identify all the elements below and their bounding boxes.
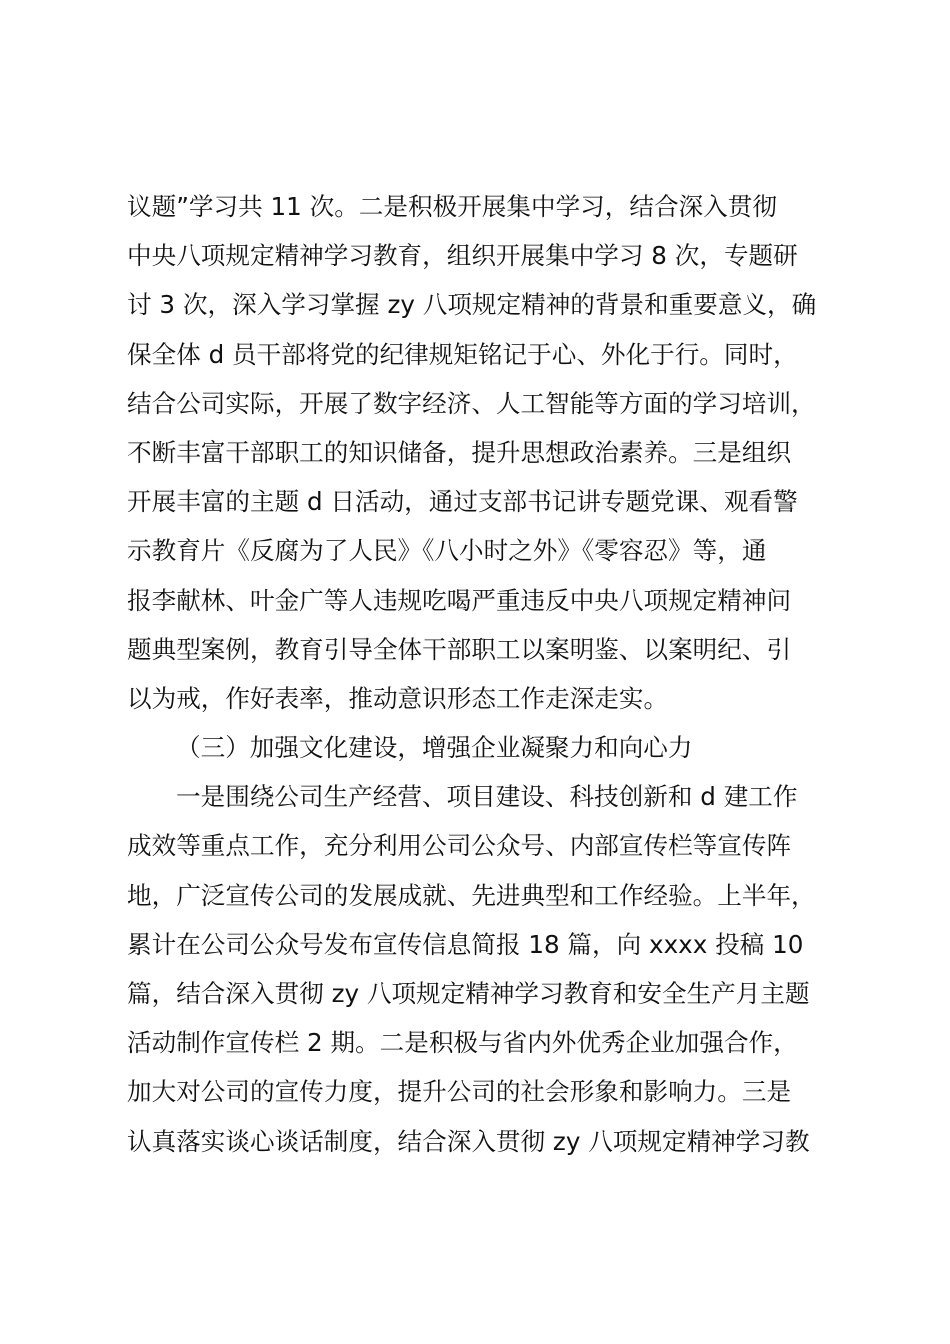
text-line: 结合公司实际，开展了数字经济、人工智能等方面的学习培训， bbox=[127, 388, 816, 418]
paragraph-first-line: 一是围绕公司生产经营、项目建设、科技创新和 d 建工作 bbox=[176, 782, 798, 812]
body-text bbox=[127, 182, 837, 1166]
text-line: 开展丰富的主题 d 日活动，通过支部书记讲专题党课、观看警 bbox=[127, 487, 798, 517]
text-line: 成效等重点工作，充分利用公司公众号、内部宣传栏等宣传阵 bbox=[127, 831, 792, 861]
text-line: 地，广泛宣传公司的发展成就、先进典型和工作经验。上半年， bbox=[127, 880, 816, 910]
text-line: 活动制作宣传栏 2 期。二是积极与省内外优秀企业加强合作， bbox=[127, 1028, 798, 1058]
text-line: 示教育片《反腐为了人民》《八小时之外》《零容忍》等，通 bbox=[127, 536, 767, 566]
text-line: 加大对公司的宣传力度，提升公司的社会形象和影响力。三是 bbox=[127, 1077, 792, 1107]
text-line: 中央八项规定精神学习教育，组织开展集中学习 8 次，专题研 bbox=[127, 241, 798, 271]
section-heading: （三）加强文化建设，增强企业凝聚力和向心力 bbox=[176, 733, 693, 763]
text-line: 议题”学习共 11 次。二是积极开展集中学习，结合深入贯彻 bbox=[127, 192, 777, 221]
text-line: 认真落实谈心谈话制度，结合深入贯彻 zy 八项规定精神学习教 bbox=[127, 1126, 810, 1156]
text-line: 累计在公司公众号发布宣传信息简报 18 篇，向 xxxx 投稿 10 bbox=[127, 929, 804, 959]
text-line: 不断丰富干部职工的知识储备，提升思想政治素养。三是组织 bbox=[127, 437, 792, 467]
text-line: 篇，结合深入贯彻 zy 八项规定精神学习教育和安全生产月主题 bbox=[127, 979, 810, 1008]
text-line: 报李献林、叶金广等人违规吃喝严重违反中央八项规定精神问 bbox=[127, 585, 792, 615]
text-line: 保全体 d 员干部将党的纪律规矩铭记于心、外化于行。同时， bbox=[127, 339, 798, 369]
text-line: 题典型案例，教育引导全体干部职工以案明鉴、以案明纪、引 bbox=[127, 634, 792, 664]
text-line: 以为戒，作好表率，推动意识形态工作走深走实。 bbox=[127, 683, 669, 713]
text-line: 讨 3 次，深入学习掌握 zy 八项规定精神的背景和重要意义，确 bbox=[127, 290, 817, 320]
